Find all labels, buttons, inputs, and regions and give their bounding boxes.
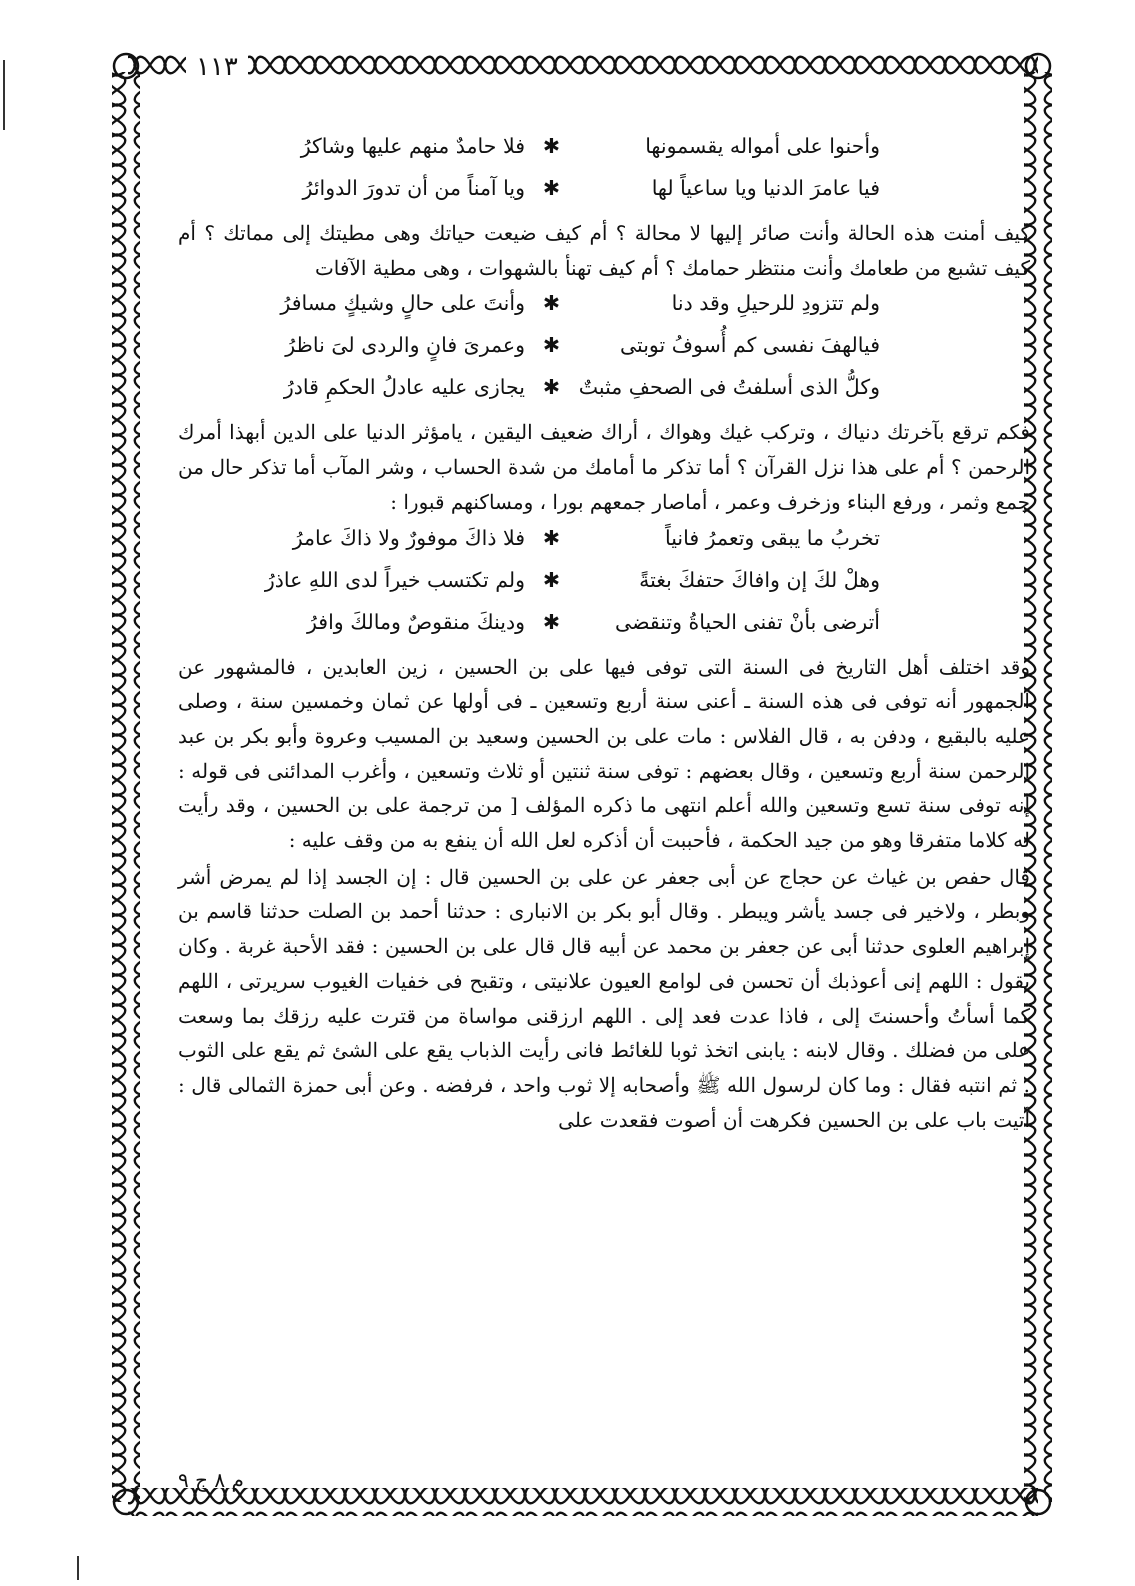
hemistich-first: وكلُّ الذى أسلفتُ فى الصحفِ مثبتٌ [578,375,880,400]
verse-line [178,329,1030,371]
hemistich-first: فيا عامرَ الدنيا ويا ساعياً لها [651,176,880,200]
hemistich-first: فيالهفَ نفسى كم أُسوفُ توبتى [619,333,880,358]
hemistich-second: فلا ذاكَ موفورٌ ولا ذاكَ عامرُ [292,525,525,550]
prose-paragraph: قال حفص بن غياث عن حجاج عن أبى جعفر عن على بن الحسين قال : إن الجسد إذا لم يمرض أشر وبطر ، ولاخير فى جسد يأشر ويبطر . وقال أبو بكر بن الانبارى : حدثنا أحمد بن الصلت حدثنا قاسم بن إبراهيم العلوى حدثنا أبى عن جعفر بن محمد عن أبيه قال قال على بن الحسين : فقد الأحبة غربة . وكان يقول : اللهم إنى أعوذبك أن تحسن فى لوامع العيون علانيتى ، وتقبح فى خفيات الغيوب سريرتى ، اللهم كما أسأتُ وأحسنتَ إلى ، فاذا عدت فعد إلى . اللهم ارزقنى مواساة من قترت عليه رزقك بما وسعت على من فضلك . وقال لابنه : يابنى اتخذ ثوبا للغائط فانى رأيت الذباب يقع على الشئ ثم يقع على الثوب . ثم انتبه فقال : وما كان لرسول الله ﷺ وأصحابه إلا ثوب واحد ، فرفضه . وعن أبى حمزة الثمالى قال : أتيت باب على بن الحسين فكرهت أن أصوت فقعدت على [178,864,1030,1132]
verse-line [178,606,1030,648]
hemistich-first: وهلْ لكَ إن وافاكَ حتفكَ بغتةً [639,567,880,592]
hemistich-second: يجازى عليه عادلُ الحكمِ قادرُ [283,375,525,400]
poem-block-2 [178,287,1030,413]
verse-separator: ✱ [542,609,560,634]
verse-separator: ✱ [542,375,560,400]
hemistich-first: تخربُ ما يبقى وتعمرُ فانياً [664,525,880,550]
hemistich-second: ويا آمناً من أن تدورَ الدوائرُ [302,176,525,200]
hemistich-second: ودينكَ منقوصٌ ومالكَ وافرُ [306,609,525,634]
hemistich-second: ولم تكتسب خيراً لدى اللهِ عاذرُ [264,567,525,592]
hemistich-first: ولم تتزودِ للرحيلِ وقد دنا [671,291,880,316]
verse-separator: ✱ [542,134,560,158]
poem-block-3 [178,522,1030,648]
printer-signature: م ٨ ج ٩ [178,1468,244,1492]
hemistich-second: وأنتَ على حالٍ وشيكٍ مسافرُ [280,291,525,316]
prose-paragraph: فكم ترقع بآخرتك دنياك ، وتركب غيك وهواك ، أراك ضعيف اليقين ، يامؤثر الدنيا على الدين أبهذا أمرك الرحمن ؟ أم على هذا نزل القرآن ؟ أما تذكر ما أمامك من شدة الحساب ، وشر المآب أما تذكر حال من جمع وثمر ، ورفع البناء وزخرف وعمر ، أماصار جمعهم بورا ، ومساكنهم قبورا : [178,420,1030,514]
prose-paragraph: وقد اختلف أهل التاريخ فى السنة التى توفى فيها على بن الحسين ، زين العابدين ، فالمشهور عن الجمهور أنه توفى فى هذه السنة ـ أعنى سنة أربع وتسعين ـ فى أولها عن ثمان وخمسين سنة ، وصلى عليه بالبقيع ، ودفن به ، قال الفلاس : مات على بن الحسين وسعيد بن المسيب وعروة وأبو بكر بن عبد الرحمن سنة أربع وتسعين ، وقال بعضهم : توفى سنة ثنتين أو ثلاث وتسعين ، وأغرب المدائنى فى قوله : إنه توفى سنة تسع وتسعين والله أعلم انتهى ما ذكره المؤلف [ من ترجمة على بن الحسين ، وقد رأيت له كلاما متفرقا وهو من جيد الحكمة ، فأحببت أن أذكره لعل الله أن ينفع به من وقف عليه : [178,654,1030,853]
verse-line [178,130,1030,172]
verse-separator: ✱ [542,333,560,358]
prose-paragraph: كيف أمنت هذه الحالة وأنت صائر إليها لا محالة ؟ أم كيف ضيعت حياتك وهى مطيتك إلى مماتك ؟ أم كيف تشبع من طعامك وأنت منتظر حمامك ؟ أم كيف تهنأ بالشهوات ، وهى مطية الآفات [178,221,1030,280]
hemistich-first: وأحنوا على أمواله يقسمونها [645,134,880,158]
poem-block-1 [178,130,1030,214]
verse-line [178,172,1030,214]
hemistich-second: فلا حامدٌ منهم عليها وشاكرُ [300,134,525,158]
verse-separator: ✱ [542,291,560,316]
verse-separator: ✱ [542,176,560,200]
verse-separator: ✱ [542,567,560,592]
verse-line [178,371,1030,413]
page-number: ١١٣ [186,50,248,84]
hemistich-second: وعمرىَ فانٍ والردى لىَ ناظرُ [285,333,525,358]
hemistich-first: أترضى بأنْ تفنى الحياةُ وتنقضى [615,609,880,634]
verse-line [178,522,1030,564]
verse-separator: ✱ [542,525,560,550]
verse-line [178,287,1030,329]
verse-line [178,564,1030,606]
text-body [178,130,1030,1440]
